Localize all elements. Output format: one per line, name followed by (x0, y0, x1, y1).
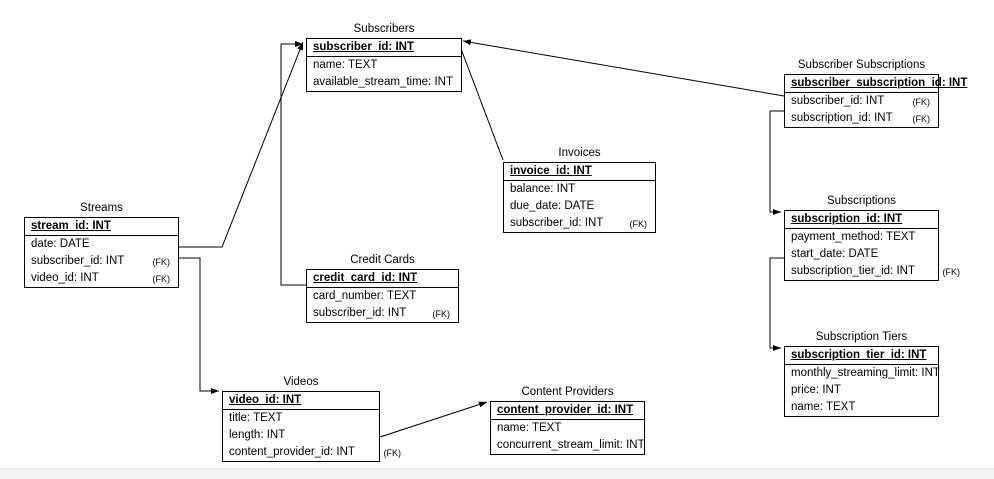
entity-title-invoices: Invoices (558, 147, 601, 159)
foreign-key-tag: (FK) (942, 267, 960, 277)
foreign-key-tag: (FK) (152, 274, 170, 284)
field-label: content_provider_id: INT (229, 446, 355, 458)
entity-subscribers[interactable] (306, 22, 462, 92)
field-row (223, 444, 401, 461)
field-label: available_stream_time: INT (313, 76, 453, 88)
field-row (223, 427, 379, 444)
entity-box-content-providers (490, 401, 645, 455)
bottom-strip (0, 468, 994, 479)
field-label: subscriber_subscription_id: INT (791, 77, 968, 89)
field-row (504, 198, 655, 215)
field-row (785, 399, 938, 416)
field-label: stream_id: INT (31, 220, 111, 232)
entity-box-subscriber-subscriptions (784, 74, 968, 128)
field-label: subscriber_id: INT (791, 95, 885, 107)
field-row (307, 305, 458, 322)
foreign-key-tag: (FK) (629, 219, 647, 229)
field-label: card_number: TEXT (313, 290, 417, 302)
field-label: subscription_tier_id: INT (791, 265, 915, 277)
field-label: due_date: DATE (510, 200, 595, 212)
entity-subscriptions[interactable] (784, 194, 960, 281)
field-row (491, 402, 644, 420)
entity-invoices[interactable] (503, 146, 656, 233)
field-row (307, 288, 458, 305)
edge-subscriptions-subscriptiontiers (770, 258, 784, 348)
field-row (307, 57, 461, 74)
foreign-key-tag: (FK) (912, 97, 930, 107)
field-row (785, 110, 938, 127)
field-label: concurrent_stream_limit: INT (497, 439, 645, 451)
field-label: subscriber_id: INT (313, 41, 414, 53)
field-row (785, 382, 938, 399)
edge-streams-subscribers (179, 42, 303, 247)
entity-box-subscription-tiers (784, 346, 939, 417)
entity-box-streams (24, 217, 179, 288)
field-label: subscription_id: INT (791, 112, 893, 124)
entity-title-subscriptions: Subscriptions (826, 195, 897, 207)
entity-subscriber-subscriptions[interactable] (784, 58, 968, 128)
field-row (504, 163, 655, 181)
field-label: monthly_streaming_limit: INT (791, 367, 940, 379)
field-label: subscription_id: INT (791, 213, 903, 225)
field-row (491, 437, 644, 454)
field-label: title: TEXT (229, 412, 283, 424)
entity-subscription-tiers[interactable] (784, 330, 939, 417)
edge-streams-videos (179, 258, 219, 391)
field-row (307, 270, 458, 288)
entity-box-invoices (503, 162, 656, 233)
field-row (491, 420, 644, 437)
entity-title-content-providers: Content Providers (521, 386, 614, 398)
field-label: name: TEXT (313, 59, 378, 71)
foreign-key-tag: (FK) (383, 448, 401, 458)
field-label: video_id: INT (229, 394, 302, 406)
field-row (223, 392, 379, 410)
field-label: name: TEXT (791, 401, 856, 413)
foreign-key-tag: (FK) (432, 309, 450, 319)
field-row (504, 181, 655, 198)
edge-invoices-subscribers (460, 46, 503, 160)
entity-box-credit-cards (306, 269, 459, 323)
edge-subscribersubscriptions-subscribers (463, 41, 784, 96)
field-row (785, 347, 938, 365)
field-row (25, 218, 178, 236)
field-label: payment_method: TEXT (791, 231, 916, 243)
entity-title-subscription-tiers: Subscription Tiers (815, 331, 908, 343)
field-row (785, 229, 938, 246)
field-label: price: INT (791, 384, 841, 396)
entity-title-subscribers: Subscribers (353, 23, 415, 35)
field-label: length: INT (229, 429, 286, 441)
field-row (223, 410, 379, 427)
edge-subscribersubscriptions-subscriptions (770, 111, 784, 212)
field-label: name: TEXT (497, 422, 562, 434)
field-row (25, 253, 178, 270)
edge-videos-contentproviders (380, 402, 487, 437)
field-label: video_id: INT (31, 272, 99, 284)
entity-streams[interactable] (24, 201, 179, 288)
entity-box-subscriptions (784, 210, 960, 281)
edge-creditcards-subscribers (281, 44, 306, 285)
field-row (785, 246, 938, 263)
field-row (25, 236, 178, 253)
field-label: subscriber_id: INT (313, 307, 407, 319)
entity-title-credit-cards: Credit Cards (350, 254, 415, 266)
field-label: balance: INT (510, 183, 576, 195)
field-label: content_provider_id: INT (497, 404, 634, 416)
entity-credit-cards[interactable] (306, 253, 459, 323)
entity-box-subscribers (306, 38, 462, 92)
foreign-key-tag: (FK) (152, 257, 170, 267)
entity-videos[interactable] (222, 375, 401, 462)
field-row (307, 74, 461, 91)
field-row (785, 75, 968, 93)
field-row (504, 215, 655, 232)
entity-box-videos (222, 391, 401, 462)
entity-title-subscriber-subscriptions: Subscriber Subscriptions (797, 59, 926, 71)
field-row (307, 39, 461, 57)
field-label: credit_card_id: INT (313, 272, 418, 284)
field-row (785, 211, 938, 229)
entity-title-videos: Videos (283, 376, 319, 388)
field-label: start_date: DATE (791, 248, 879, 260)
field-row (785, 93, 938, 110)
field-label: date: DATE (31, 238, 90, 250)
field-label: subscriber_id: INT (510, 217, 604, 229)
field-row (785, 263, 960, 280)
entity-content-providers[interactable] (490, 385, 645, 455)
field-row (785, 365, 938, 382)
field-label: subscription_tier_id: INT (791, 349, 927, 361)
foreign-key-tag: (FK) (912, 114, 930, 124)
field-label: subscriber_id: INT (31, 255, 125, 267)
entity-title-streams: Streams (80, 202, 123, 214)
field-row (25, 270, 178, 287)
field-label: invoice_id: INT (510, 165, 592, 177)
